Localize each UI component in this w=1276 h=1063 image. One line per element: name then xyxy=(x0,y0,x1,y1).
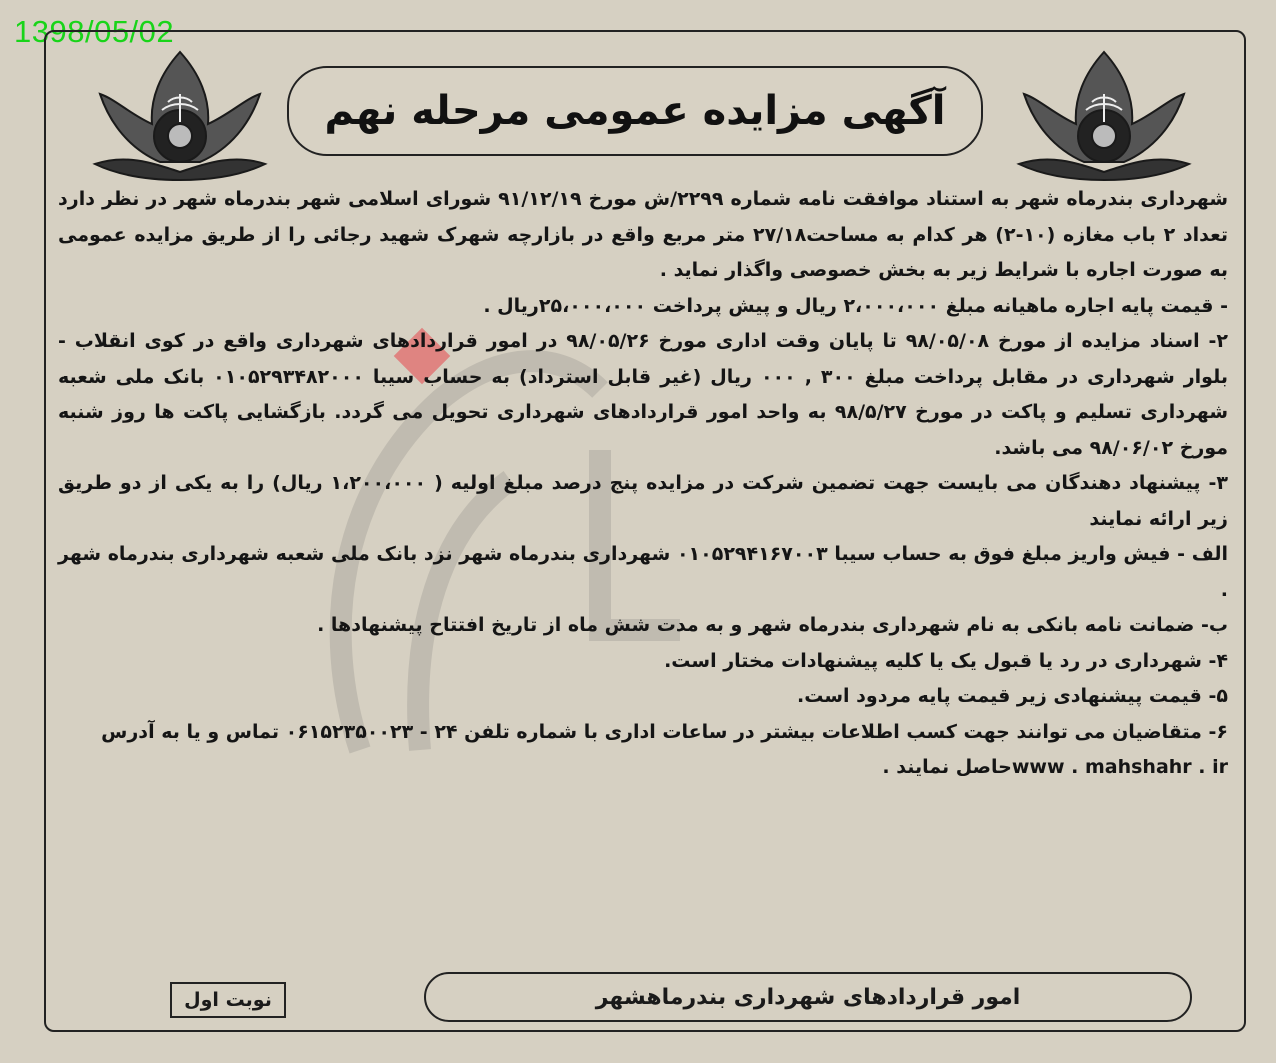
edition-badge xyxy=(170,982,286,1018)
closing-text: حاصل نمایند . xyxy=(882,756,1012,778)
website-link[interactable]: www . mahshahr . ir xyxy=(1011,756,1228,778)
title-box xyxy=(287,66,983,156)
footer-box xyxy=(424,972,1192,1022)
paragraph-intro: شهرداری بندرماه شهر به استناد موافقت نامه شماره ۲۲۹۹/ش مورخ ۹۱/۱۲/۱۹ شورای اسلامی شهر بندرماه شهر در نظر دارد تعداد ۲ باب مغازه (۱۰-۲) هر کدام به مساحت۲۷/۱۸ متر مربع واقع در بازارچه شهرک شهید رجائی را از طریق مزایده عمومی به صورت اجاره با شرایط زیر به بخش خصوصی واگذار نماید . xyxy=(58,188,1229,281)
paragraph-3a: الف - فیش واریز مبلغ فوق به حساب سیبا ۰۱۰۵۲۹۴۱۶۷۰۰۳ شهرداری بندرماه شهر نزد بانک ملی شعبه شهرداری بندرماه شهر . xyxy=(58,543,1228,601)
paragraph-3b: ب- ضمانت نامه بانکی به نام شهرداری بندرماه شهر و به مدت شش ماه از تاریخ افتتاح پیشنهادها . xyxy=(317,614,1228,636)
paragraph-2: ۲- اسناد مزایده از مورخ ۹۸/۰۵/۰۸ تا پایان وقت اداری مورخ ۹۸/۰۵/۲۶ در امور قراردادهای شهرداری واقع در کوی انقلاب - بلوار شهرداری در مقابل پرداخت مبلغ ۳۰۰ , ۰۰۰ ریال (غیر قابل استرداد) به حساب سیبا ۰۱۰۵۲۹۳۴۸۲۰۰۰ بانک ملی شعبه شهرداری تسلیم و پاکت در مورخ ۹۸/۵/۲۷ به واحد امور قراردادهای شهرداری تحویل می گردد. بازگشایی پاکت ها روز شنبه مورخ ۹۸/۰۶/۰۲ می باشد. xyxy=(58,330,1228,459)
notice-body xyxy=(58,182,1228,952)
edition-label: نوبت اول xyxy=(184,989,272,1011)
issuer-name: امور قراردادهای شهرداری بندرماهشهر xyxy=(595,984,1021,1010)
paragraph-price: - قیمت پایه اجاره ماهیانه مبلغ ۲،۰۰۰،۰۰۰ ریال و پیش پرداخت ۲۵،۰۰۰،۰۰۰ریال . xyxy=(483,294,1228,317)
page-title: آگهی مزایده عمومی مرحله نهم xyxy=(324,88,946,134)
municipality-logo-icon xyxy=(90,44,270,184)
paragraph-4: ۴- شهرداری در رد یا قبول یک یا کلیه پیشنهادات مختار است. xyxy=(664,649,1228,672)
paragraph-6-end xyxy=(58,750,1228,786)
municipality-logo-icon xyxy=(1014,44,1194,184)
date-stamp: 1398/05/02 xyxy=(14,14,175,49)
paragraph-3: ۳- پیشنهاد دهندگان می بایست جهت تضمین شرکت در مزایده پنج درصد مبلغ اولیه ( ۱،۲۰۰،۰۰۰ ریال) را به یکی از دو طریق زیر ارائه نمایند xyxy=(58,472,1228,530)
paragraph-5: ۵- قیمت پیشنهادی زیر قیمت پایه مردود است. xyxy=(797,685,1228,707)
paragraph-6: ۶- متقاضیان می توانند جهت کسب اطلاعات بیشتر در ساعات اداری با شماره تلفن ۲۴ - ۰۶۱۵۲۳۵۰۰۲۳ تماس و یا به آدرس xyxy=(101,720,1228,743)
